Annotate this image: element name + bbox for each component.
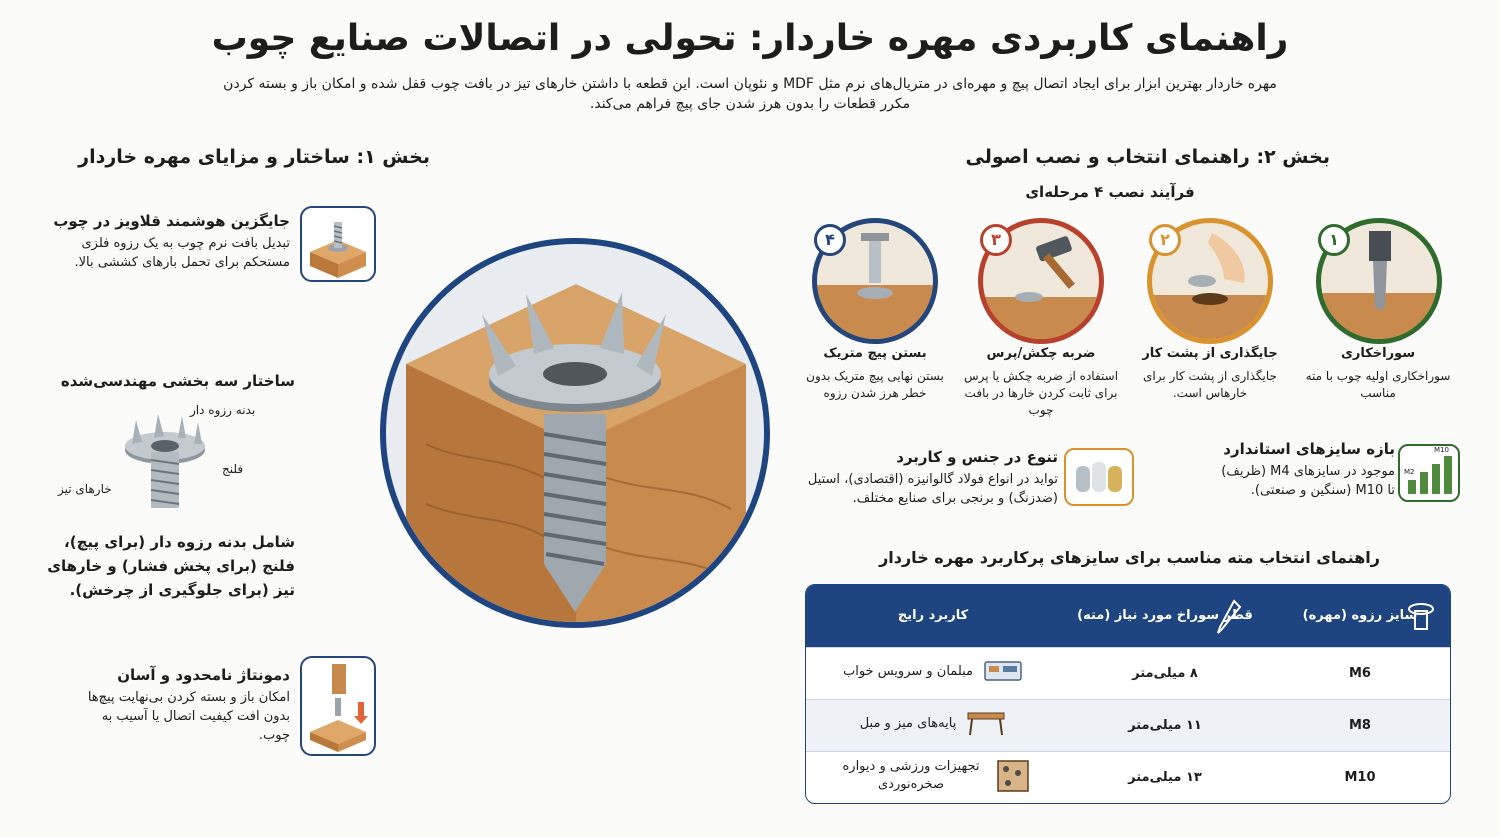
feature-text: تبدیل بافت نرم چوب به یک رزوه فلزی مستحکم برای تحمل بارهای کششی بالا. xyxy=(74,236,290,270)
bed-icon xyxy=(983,658,1023,684)
step-4-title: بستن پیچ متریک xyxy=(823,346,927,361)
drill-size-table xyxy=(805,584,1451,804)
cell-use-text: پایه‌های میز و مبل xyxy=(859,715,957,731)
step-4-text: بستن نهایی پیچ متریک بدون خطر هرز شدن رزوه xyxy=(806,369,944,400)
bar-chart-icon xyxy=(1398,444,1460,502)
cell-use-text: تجهیزات ورزشی و دیواره صخره‌نوردی xyxy=(842,758,980,792)
materials-icon xyxy=(1064,448,1134,506)
column-header-size-label: سایز رزوه (مهره) xyxy=(1302,608,1418,624)
bar-chart-label-min: M2 xyxy=(1404,468,1415,476)
cell-size: M8 xyxy=(1270,699,1450,751)
step-2-title: جایگذاری از پشت کار xyxy=(1142,346,1278,361)
column-header-hole xyxy=(1060,585,1270,647)
cell-hole: ۱۳ میلی‌متر xyxy=(1060,751,1270,803)
cell-size: M10 xyxy=(1270,751,1450,803)
drill-table-title: راهنمای انتخاب مته مناسب برای سایزهای پرکاربرد مهره خاردار xyxy=(879,548,1380,567)
step-2-badge: ۲ xyxy=(1149,224,1181,256)
disassembly-icon xyxy=(300,656,376,756)
material-title: تنوع در جنس و کاربرد xyxy=(896,448,1058,466)
column-header-use xyxy=(806,585,1060,647)
table-row xyxy=(806,699,1450,751)
step-1-text: سوراخکاری اولیه چوب با مته مناسب xyxy=(1305,369,1451,400)
section-1-heading: بخش ۱: ساختار و مزایای مهره خاردار xyxy=(78,146,430,168)
cell-use xyxy=(806,699,1060,751)
feature-text: امکان باز و بسته کردن بی‌نهایت پیچ‌ها بدون افت کیفیت اتصال یا آسیب به چوب. xyxy=(87,690,290,743)
wood-insert-icon xyxy=(300,206,376,282)
size-range-title: بازه سایزهای استاندارد xyxy=(1223,440,1395,458)
intro-paragraph: مهره خاردار بهترین ابزار برای ایجاد اتصال پیچ و مهره‌ای در متریال‌های نرم مثل MDF و نئوپان است. این قطعه با داشتن خارهای تیز در بافت چوب قفل شده و امکان باز و بسته کردن مکرر قطعات را بدون هرز شدن جای پیچ فراهم می‌کند. xyxy=(223,76,1277,112)
feature-smart-tap xyxy=(50,212,290,272)
size-range-info xyxy=(1215,440,1395,500)
step-3-badge: ۳ xyxy=(980,224,1012,256)
table-furniture-icon xyxy=(966,709,1006,737)
section-2-heading: بخش ۲: راهنمای انتخاب و نصب اصولی xyxy=(965,146,1330,168)
table-row xyxy=(806,647,1450,699)
tee-nut-diagram xyxy=(110,408,220,522)
column-header-hole-label: قطر سوراخ مورد نیاز (مته) xyxy=(1077,608,1253,624)
tee-nut-cross-section-illustration xyxy=(380,238,770,628)
bar-chart-label-max: M10 xyxy=(1434,446,1449,454)
drill-bit-icon xyxy=(1214,599,1242,639)
structure-description: شامل بدنه رزوه دار (برای پیچ)، فلنج (برای پخش فشار) و خارهای تیز (برای جلوگیری از چرخش). xyxy=(47,533,295,599)
cell-hole: ۱۱ میلی‌متر xyxy=(1060,699,1270,751)
material-text: تواید در انواع فولاد گالوانیزه (اقتصادی)، استیل (ضدزنگ) و برنجی برای صنایع مختلف. xyxy=(807,472,1058,506)
label-prongs: خارهای تیز xyxy=(58,482,112,496)
table-row xyxy=(806,751,1450,803)
feature-disassembly xyxy=(70,666,290,745)
feature-title: دمونتاژ نامحدود و آسان xyxy=(117,666,290,684)
nut-icon xyxy=(1406,599,1436,637)
step-1-title: سوراخکاری xyxy=(1340,346,1416,361)
page-title: راهنمای کاربردی مهره خاردار: تحولی در اتصالات صنایع چوب xyxy=(211,18,1289,59)
climbing-wall-icon xyxy=(996,759,1030,793)
size-range-text: موجود در سایزهای M4 (ظریف) تا M10 (سنگین و صنعتی). xyxy=(1221,464,1395,498)
cell-use xyxy=(806,647,1060,699)
cell-use xyxy=(806,751,1060,803)
cell-size: M6 xyxy=(1270,647,1450,699)
column-header-use-label: کاربرد رایج xyxy=(897,608,969,624)
step-2-text: جایگذاری از پشت کار برای خارهاس است. xyxy=(1143,369,1277,400)
cell-hole: ۸ میلی‌متر xyxy=(1060,647,1270,699)
feature-title: جایگزین هوشمند قلاویز در چوب xyxy=(53,212,290,230)
process-heading: فرآیند نصب ۴ مرحله‌ای xyxy=(1025,183,1195,201)
step-4-badge: ۴ xyxy=(814,224,846,256)
step-1-badge: ۱ xyxy=(1318,224,1350,256)
cell-use-text: مبلمان و سرویس خواب xyxy=(842,663,974,679)
step-3-title: ضربه چکش/پرس xyxy=(986,346,1096,361)
material-info xyxy=(790,448,1058,508)
feature-title: ساختار سه بخشی مهندسی‌شده xyxy=(60,372,295,390)
label-threaded-body: بدنه رزوه دار xyxy=(190,403,256,417)
label-flange: فلنج xyxy=(222,462,244,476)
step-3-text: استفاده از ضربه چکش یا پرس برای ثابت کردن خارها در بافت چوب xyxy=(963,369,1119,417)
column-header-size xyxy=(1270,585,1450,647)
